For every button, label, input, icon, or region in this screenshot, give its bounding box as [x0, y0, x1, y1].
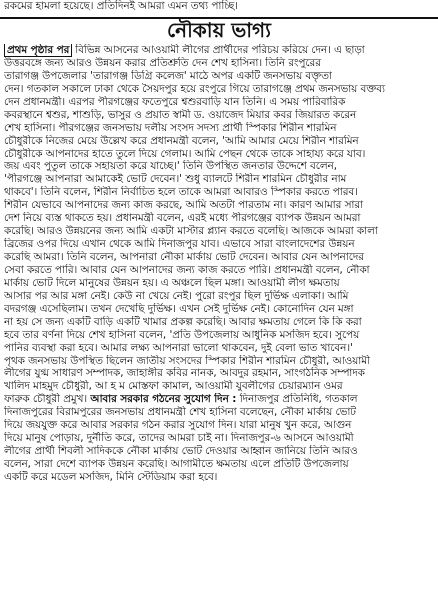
article-line: ব্রিজের ওপর দিয়ে এখান থেকে আমি দিনাজপুর যাব। এভাবে সারা বাংলাদেশের উন্নয়ন: [4, 238, 355, 251]
article-line: দেন। গতকাল সকালে ঢাকা থেকে সৈয়দপুর হয়ে রংপুরে গিয়ে তারাগঞ্জে প্রথম জনসভায় বক্তব্য: [4, 82, 385, 95]
article-line-text: দিনাজপুর প্রতিনিধি, গতকাল: [239, 393, 358, 406]
article-line: তারাগঞ্জ উপজেলার 'তারাগঞ্জ ডিগ্রি কলেজ' মাঠে অপর একটি জনসভায় বক্তৃতা: [4, 69, 332, 82]
article-line: দিনাজপুরের বিরামপুরের জনসভায় প্রধানমন্ত্রী শেখ হাসিনা বলেছেন, নৌকা মার্কায় ভোট: [4, 406, 356, 419]
article-line-text: ফারুক চৌধুরী প্রমুখ।: [4, 393, 88, 406]
article-line: আসার পর আর মঙ্গা নেই। কেউ না খেয়ে নেই। পুরো রংপুর ছিল দুর্ভিক্ষ এলাকা। আমি: [4, 289, 349, 302]
section-subhead: আবার সরকার গঠনের সুযোগ দিন :: [90, 393, 237, 406]
previous-article-fragment: রকমের হামলা হয়েছে। প্রতিদিনই আমরা এমন তথ্য পাচ্ছি।: [4, 0, 238, 12]
article-line: লীগের প্রার্থী শিবলী সাদিককে নৌকা মার্কায় ভোট দেওয়ার আহ্বান জানিয়ে তিনি আরও: [4, 445, 358, 458]
article-line: দিয়ে মানুষ পোড়ায়, দুর্নীতি করে, তাদের আমরা চাই না। দিনাজপুর-৬ আসনে আওয়ামী: [4, 432, 354, 445]
article-line: পৃথক জনসভায় উপস্থিত ছিলেন জাতীয় সংসদের স্পিকার শিরীন শারমিন চৌধুরী, আওয়ামী: [4, 354, 370, 367]
article-line: [4, 44, 434, 57]
article-line: শিরীন যেভাবে আপনাদের জন্য কাজ করছে, আমি অতটা পারতাম না। কারণ আমার সারা: [4, 199, 364, 212]
article-line: থাকবে'। তিনি বলেন, শিরীন নির্বাচিত হলে তাকে আমরা আবারও স্পিকার করতে পারব।: [4, 186, 358, 199]
article-line: করেছি আমরা। তিনি বলেন, আপনারা নৌকা মার্কায় ভোট দেবেন। আবার যেন আপনাদের: [4, 251, 364, 263]
article-line: না হয় সে জন্য একটি বাড়ি একটি খামার প্রকল্প করেছি। আবার ক্ষমতায় গেলে কি কি করা: [4, 315, 362, 328]
article-line: কবরস্থানে শ্বশুর, শাশুড়ি, ভাসুর ও প্রয়াত স্বামী ড. ওয়াজেদ মিয়ার কবর জিয়ারত করেন: [4, 108, 357, 121]
article-line: শেখ হাসিনা। পীরগঞ্জের জনসভায় দলীয় সংসদ সদস্য প্রার্থী স্পিকার শিরীন শারমিন: [4, 121, 337, 134]
article-line: বলেন, সারা দেশে ব্যাপক উন্নয়ন করেছি। আগামীতে ক্ষমতায় এলে প্রতিটি উপজেলায়: [4, 458, 349, 470]
article-line: লীগের যুগ্ম সাধারণ সম্পাদক, জাহাঙ্গীর কবির নানক, আবদুর রহমান, সাংগঠনিক সম্পাদক: [4, 367, 365, 380]
article-line: দিয়ে জয়যুক্ত করে আবার সরকার গঠন করার সুযোগ দিন। যারা মানুষ খুন করে, আগুন: [4, 419, 352, 432]
article-line: উত্তরবঙ্গে জন্য আরও উন্নয়ন করার প্রতিশ্রুতি দেন শেখ হাসিনা। তিনি রংপুরের: [4, 56, 321, 69]
article-line: মার্কায় ভোট দিলে মানুষের উন্নয়ন হয়। এ অঞ্চলে ছিল মঙ্গা। আওয়ামী লীগ ক্ষমতায়: [4, 276, 340, 289]
article-headline: নৌকায় ভাগ্য: [167, 18, 271, 42]
article-line: হবে তার বর্ণনা দিয়ে শেখ হাসিনা বলেন, 'প্রতি উপজেলায় আধুনিক মসজিদ হবে। সুপেয়: [4, 328, 360, 341]
article-line-text: বিভিন্ন আসনের আওয়ামী লীগের প্রার্থীদের পরিচয় করিয়ে দেন। এ ছাড়া: [75, 44, 365, 56]
article-line: 'পীরগঞ্জে আপনারা আমাকেই ভোট দেবেন।' শুধু ব্যালটে শিরীন শারমিন চৌধুরীর নাম: [4, 173, 347, 186]
article-line: করেছি। আরও উন্নয়নের জন্য আমি একটা মাস্টার প্ল্যান করতে বলেছি। আজকে আমরা কালা: [4, 225, 378, 238]
article-line: [4, 393, 434, 406]
article-line: একটি করে মডেল মসজিদ, মিনি স্টেডিয়াম করা হবে।: [4, 470, 218, 483]
article-line: খালিদ মাহমুদ চৌধুরী, আ হ ম মোস্তফা কামাল, আওয়ামী যুবলীগের চেয়ারম্যান ওমর: [4, 380, 343, 393]
article-line: জয় এবং পুতুল তাকে সহায়তা করে যাচ্ছে।' তিনি উপস্থিত জনতার উদ্দেশে বলেন,: [4, 160, 337, 173]
article-line: চৌধুরীকে নিজের মেয়ে উল্লেখ করে প্রধানমন্ত্রী বলেন, 'আমি আমার মেয়ে শিরীন শারমিন: [4, 134, 359, 147]
article-line: দেন প্রধানমন্ত্রী। এরপর পীরগঞ্জের ফতেপুরে শ্বশুরবাড়ি যান তিনি। এ সময় পারিবারিক: [4, 95, 346, 108]
article-line: পানির ব্যবস্থা করা হবে। আমার লক্ষ্য আপনারা ভালো থাকবেন, দুই বেলা ভাত খাবেন।': [4, 341, 353, 354]
article-line: সেবা করতে পারি। আবার যেন আপনাদের জন্য কাজ করতে পারি। প্রধানমন্ত্রী বলেন, নৌকা: [4, 263, 370, 276]
article-line: চৌধুরীকে আপনাদের হাতে তুলে দিয়ে গেলাম। আমি পেছন থেকে তাকে সাহায্য করে যাব।: [4, 147, 366, 160]
article-line: দেশ নিয়ে ব্যস্ত থাকতে হয়। প্রধানমন্ত্রী বলেন, এরই মধ্যে পীরগঞ্জের ব্যাপক উন্নয়ন আমরা: [4, 212, 361, 225]
article-line: বদরগঞ্জ এসেছিলাম। তখন দেখেছি দুর্ভিক্ষ। এখন সেই দুর্ভিক্ষ নেই। কোনোদিন যেন মঙ্গা: [4, 302, 354, 315]
continued-from-tag: প্রথম পৃষ্ঠার পর: [4, 44, 72, 57]
article-body: [4, 44, 434, 600]
